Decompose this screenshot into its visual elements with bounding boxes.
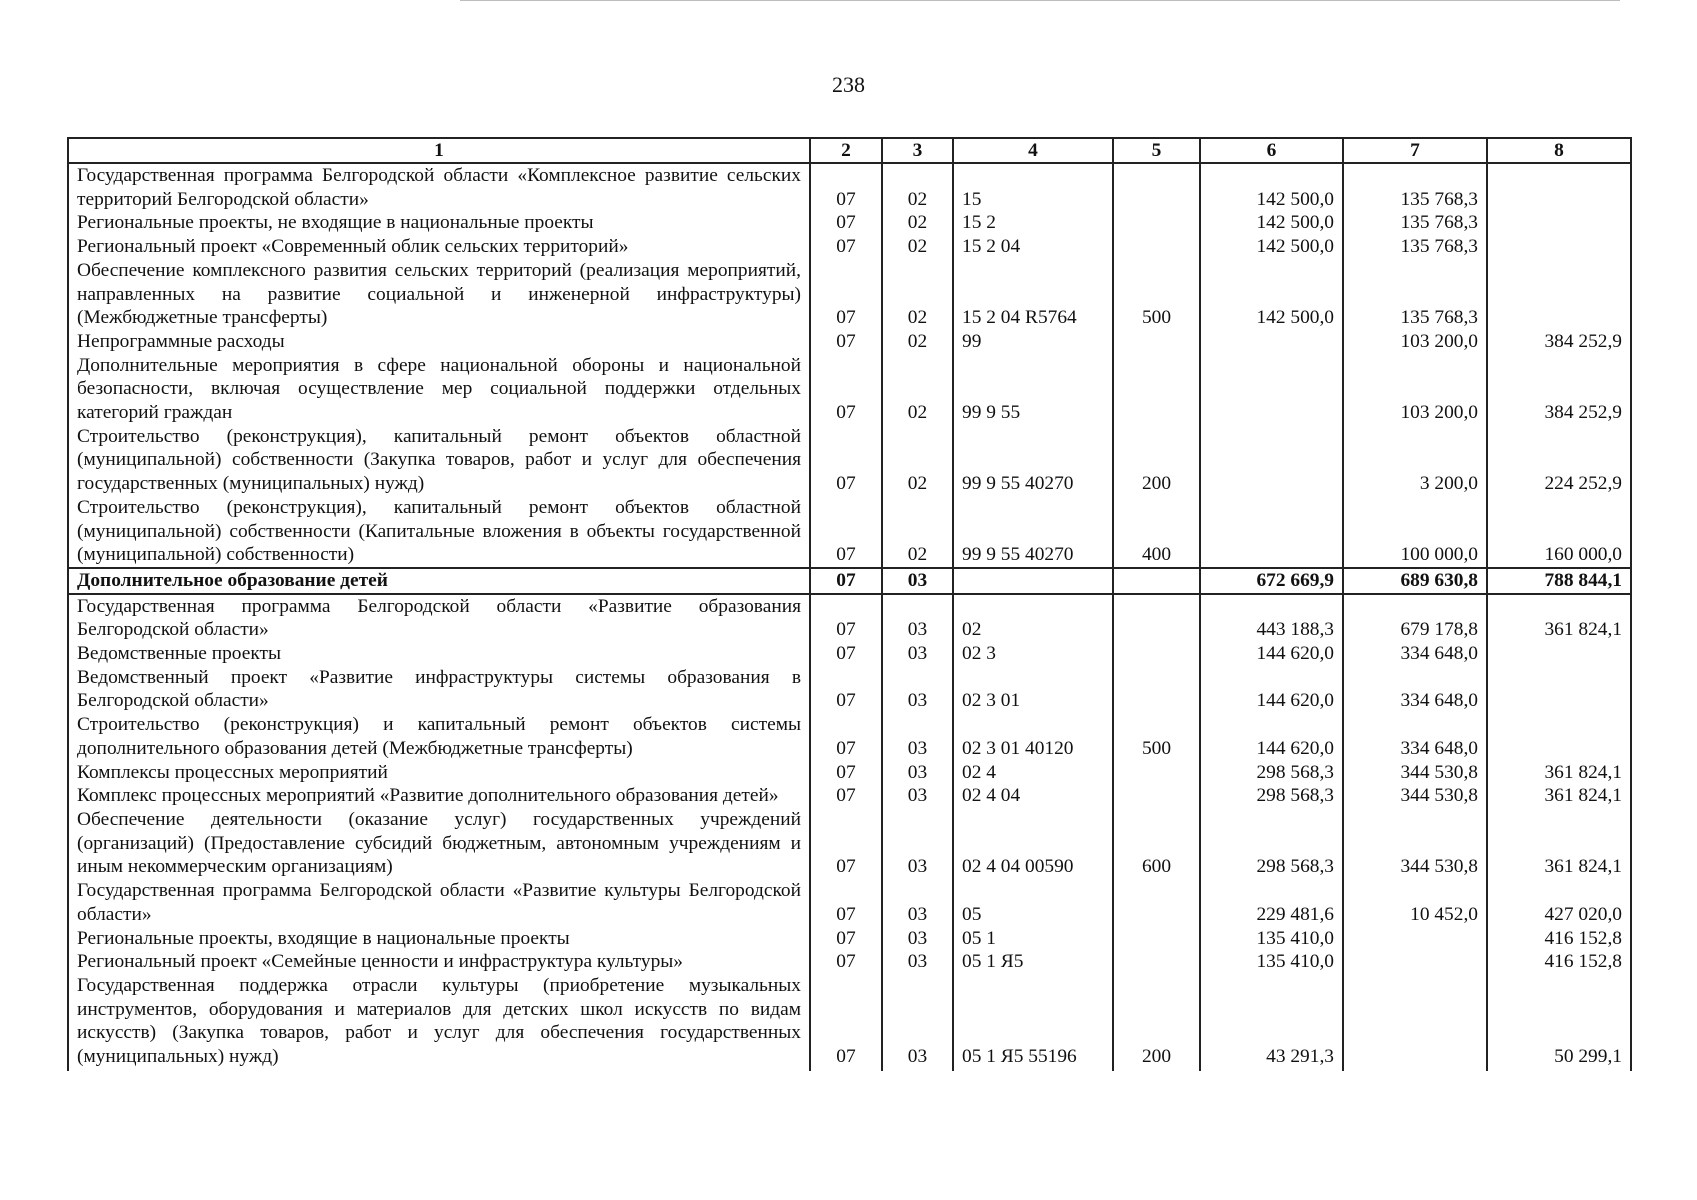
row-amount-col8: 384 252,9 [1487, 330, 1631, 354]
row-amount-col8: 50 299,1 [1487, 974, 1631, 1071]
row-section-code: 07 [810, 879, 882, 926]
row-amount-col7: 3 200,0 [1343, 425, 1487, 496]
row-subsection-code: 02 [882, 425, 953, 496]
row-amount-col8: 416 152,8 [1487, 927, 1631, 951]
row-subsection-code: 03 [882, 950, 953, 974]
row-target-code: 02 4 04 [953, 784, 1113, 808]
row-expense-type-code: 400 [1113, 496, 1200, 568]
row-description: Региональный проект «Современный облик сельских территорий» [68, 235, 810, 259]
row-description: Дополнительные мероприятия в сфере национальной обороны и национальной безопасности, включая осуществление мер социальной поддержки отдельных категорий граждан [68, 354, 810, 425]
row-subsection-code: 03 [882, 927, 953, 951]
row-expense-type-code [1113, 950, 1200, 974]
row-target-code: 05 [953, 879, 1113, 926]
row-amount-col7: 689 630,8 [1343, 568, 1487, 594]
row-amount-col6 [1200, 354, 1343, 425]
table-row [68, 713, 1631, 760]
table-row [68, 808, 1631, 879]
row-subsection-code: 03 [882, 808, 953, 879]
row-description: Дополнительное образование детей [68, 568, 810, 594]
row-amount-col6: 229 481,6 [1200, 879, 1343, 926]
row-description: Ведомственные проекты [68, 642, 810, 666]
row-section-code: 07 [810, 568, 882, 594]
row-section-code: 07 [810, 211, 882, 235]
row-amount-col7: 100 000,0 [1343, 496, 1487, 568]
row-amount-col8 [1487, 163, 1631, 211]
row-expense-type-code [1113, 235, 1200, 259]
row-target-code: 02 3 01 [953, 666, 1113, 713]
page-top-edge [460, 0, 1620, 1]
row-amount-col7: 344 530,8 [1343, 808, 1487, 879]
row-amount-col7: 679 178,8 [1343, 594, 1487, 642]
row-subsection-code: 02 [882, 496, 953, 568]
row-expense-type-code [1113, 354, 1200, 425]
row-amount-col7: 334 648,0 [1343, 666, 1487, 713]
row-amount-col7: 103 200,0 [1343, 354, 1487, 425]
row-description: Непрограммные расходы [68, 330, 810, 354]
row-expense-type-code [1113, 666, 1200, 713]
row-target-code: 99 9 55 [953, 354, 1113, 425]
column-header: 2 [810, 138, 882, 163]
column-header: 3 [882, 138, 953, 163]
row-description: Строительство (реконструкция), капитальный ремонт объектов областной (муниципальной) собственности (Закупка товаров, работ и услуг для обеспечения государственных (муниципальных) нужд) [68, 425, 810, 496]
row-amount-col6: 142 500,0 [1200, 211, 1343, 235]
row-amount-col8: 224 252,9 [1487, 425, 1631, 496]
row-description: Строительство (реконструкция) и капитальный ремонт объектов системы дополнительного образования детей (Межбюджетные трансферты) [68, 713, 810, 760]
row-subsection-code: 02 [882, 235, 953, 259]
table-section-row [68, 568, 1631, 594]
row-amount-col7 [1343, 950, 1487, 974]
row-target-code: 05 1 [953, 927, 1113, 951]
row-subsection-code: 03 [882, 879, 953, 926]
row-description: Региональный проект «Семейные ценности и инфраструктура культуры» [68, 950, 810, 974]
row-subsection-code: 02 [882, 259, 953, 330]
table-row [68, 163, 1631, 211]
column-header: 6 [1200, 138, 1343, 163]
row-target-code: 99 9 55 40270 [953, 425, 1113, 496]
row-expense-type-code: 200 [1113, 974, 1200, 1071]
row-subsection-code: 03 [882, 784, 953, 808]
table-row [68, 496, 1631, 568]
row-amount-col6: 142 500,0 [1200, 259, 1343, 330]
row-target-code: 02 3 [953, 642, 1113, 666]
row-section-code: 07 [810, 259, 882, 330]
row-amount-col6: 144 620,0 [1200, 666, 1343, 713]
row-description: Обеспечение деятельности (оказание услуг) государственных учреждений (организаций) (Предоставление субсидий бюджетным, автономным учреждениям и иным некоммерческим организациям) [68, 808, 810, 879]
row-amount-col6: 144 620,0 [1200, 713, 1343, 760]
row-description: Ведомственный проект «Развитие инфраструктуры системы образования в Белгородской области» [68, 666, 810, 713]
column-header: 5 [1113, 138, 1200, 163]
row-amount-col8 [1487, 666, 1631, 713]
row-description: Комплекс процессных мероприятий «Развитие дополнительного образования детей» [68, 784, 810, 808]
row-subsection-code: 03 [882, 594, 953, 642]
table-row [68, 425, 1631, 496]
row-amount-col8: 788 844,1 [1487, 568, 1631, 594]
row-expense-type-code [1113, 761, 1200, 785]
row-target-code: 15 2 04 R5764 [953, 259, 1113, 330]
row-amount-col8: 384 252,9 [1487, 354, 1631, 425]
row-expense-type-code [1113, 568, 1200, 594]
row-section-code: 07 [810, 330, 882, 354]
row-target-code [953, 568, 1113, 594]
row-section-code: 07 [810, 974, 882, 1071]
table-row [68, 950, 1631, 974]
row-target-code: 05 1 Я5 [953, 950, 1113, 974]
row-description: Государственная поддержка отрасли культуры (приобретение музыкальных инструментов, оборудования и материалов для детских школ искусств по видам искусств) (Закупка товаров, работ и услуг для обеспечения государственных (муниципальных) нужд) [68, 974, 810, 1071]
row-target-code: 02 4 [953, 761, 1113, 785]
row-target-code: 02 4 04 00590 [953, 808, 1113, 879]
row-amount-col7 [1343, 974, 1487, 1071]
row-amount-col8: 160 000,0 [1487, 496, 1631, 568]
row-expense-type-code: 600 [1113, 808, 1200, 879]
row-description: Обеспечение комплексного развития сельских территорий (реализация мероприятий, направленных на развитие социальной и инженерной инфраструктуры) (Межбюджетные трансферты) [68, 259, 810, 330]
table-row [68, 330, 1631, 354]
table-row [68, 974, 1631, 1071]
row-amount-col6 [1200, 330, 1343, 354]
row-amount-col8 [1487, 642, 1631, 666]
row-amount-col6: 135 410,0 [1200, 950, 1343, 974]
table-row [68, 354, 1631, 425]
row-amount-col8: 427 020,0 [1487, 879, 1631, 926]
row-amount-col7: 344 530,8 [1343, 784, 1487, 808]
row-section-code: 07 [810, 666, 882, 713]
row-target-code: 05 1 Я5 55196 [953, 974, 1113, 1071]
row-expense-type-code [1113, 642, 1200, 666]
row-expense-type-code [1113, 163, 1200, 211]
table-body [68, 163, 1631, 1071]
row-section-code: 07 [810, 594, 882, 642]
row-target-code: 15 2 04 [953, 235, 1113, 259]
row-amount-col7: 10 452,0 [1343, 879, 1487, 926]
row-subsection-code: 03 [882, 713, 953, 760]
row-section-code: 07 [810, 927, 882, 951]
column-header: 8 [1487, 138, 1631, 163]
column-header: 7 [1343, 138, 1487, 163]
table-row [68, 211, 1631, 235]
row-section-code: 07 [810, 642, 882, 666]
row-amount-col6: 144 620,0 [1200, 642, 1343, 666]
row-amount-col8 [1487, 713, 1631, 760]
row-subsection-code: 02 [882, 211, 953, 235]
row-description: Региональные проекты, входящие в национальные проекты [68, 927, 810, 951]
row-section-code: 07 [810, 784, 882, 808]
row-target-code: 15 [953, 163, 1113, 211]
row-amount-col6: 672 669,9 [1200, 568, 1343, 594]
row-target-code: 02 3 01 40120 [953, 713, 1113, 760]
row-expense-type-code [1113, 784, 1200, 808]
row-subsection-code: 03 [882, 974, 953, 1071]
column-header: 1 [68, 138, 810, 163]
table-row [68, 594, 1631, 642]
row-section-code: 07 [810, 425, 882, 496]
row-subsection-code: 02 [882, 354, 953, 425]
row-amount-col6: 298 568,3 [1200, 784, 1343, 808]
row-amount-col6: 443 188,3 [1200, 594, 1343, 642]
row-subsection-code: 03 [882, 568, 953, 594]
row-description: Комплексы процессных мероприятий [68, 761, 810, 785]
row-amount-col7: 344 530,8 [1343, 761, 1487, 785]
row-section-code: 07 [810, 761, 882, 785]
row-subsection-code: 02 [882, 330, 953, 354]
row-section-code: 07 [810, 354, 882, 425]
table-row [68, 927, 1631, 951]
row-amount-col7: 135 768,3 [1343, 211, 1487, 235]
table-row [68, 642, 1631, 666]
row-subsection-code: 02 [882, 163, 953, 211]
row-expense-type-code [1113, 330, 1200, 354]
row-amount-col6 [1200, 425, 1343, 496]
row-expense-type-code: 200 [1113, 425, 1200, 496]
row-amount-col7: 135 768,3 [1343, 235, 1487, 259]
row-expense-type-code: 500 [1113, 259, 1200, 330]
row-amount-col8 [1487, 211, 1631, 235]
row-amount-col6: 43 291,3 [1200, 974, 1343, 1071]
table-row [68, 235, 1631, 259]
row-section-code: 07 [810, 163, 882, 211]
row-amount-col6: 298 568,3 [1200, 808, 1343, 879]
row-target-code: 99 [953, 330, 1113, 354]
row-target-code: 15 2 [953, 211, 1113, 235]
page-number: 238 [832, 72, 865, 97]
row-amount-col8: 416 152,8 [1487, 950, 1631, 974]
row-section-code: 07 [810, 950, 882, 974]
row-amount-col7: 103 200,0 [1343, 330, 1487, 354]
row-amount-col8 [1487, 235, 1631, 259]
row-amount-col6: 298 568,3 [1200, 761, 1343, 785]
row-amount-col8: 361 824,1 [1487, 761, 1631, 785]
row-section-code: 07 [810, 496, 882, 568]
row-expense-type-code: 500 [1113, 713, 1200, 760]
row-expense-type-code [1113, 879, 1200, 926]
table-row [68, 761, 1631, 785]
header-row [68, 138, 1631, 163]
row-amount-col6: 142 500,0 [1200, 163, 1343, 211]
budget-table [67, 137, 1632, 1071]
row-amount-col7: 135 768,3 [1343, 163, 1487, 211]
column-header: 4 [953, 138, 1113, 163]
row-expense-type-code [1113, 927, 1200, 951]
row-subsection-code: 03 [882, 761, 953, 785]
row-amount-col7: 334 648,0 [1343, 713, 1487, 760]
row-amount-col7 [1343, 927, 1487, 951]
row-description: Государственная программа Белгородской области «Комплексное развитие сельских территорий Белгородской области» [68, 163, 810, 211]
row-amount-col8: 361 824,1 [1487, 594, 1631, 642]
row-section-code: 07 [810, 235, 882, 259]
row-section-code: 07 [810, 808, 882, 879]
row-target-code: 99 9 55 40270 [953, 496, 1113, 568]
table-row [68, 879, 1631, 926]
row-amount-col8: 361 824,1 [1487, 784, 1631, 808]
row-description: Строительство (реконструкция), капитальный ремонт объектов областной (муниципальной) собственности (Капитальные вложения в объекты государственной (муниципальной) собственности) [68, 496, 810, 568]
row-amount-col8 [1487, 259, 1631, 330]
row-amount-col6: 142 500,0 [1200, 235, 1343, 259]
row-amount-col8: 361 824,1 [1487, 808, 1631, 879]
table-row [68, 666, 1631, 713]
table-row [68, 784, 1631, 808]
row-description: Государственная программа Белгородской области «Развитие образования Белгородской области» [68, 594, 810, 642]
row-description: Государственная программа Белгородской области «Развитие культуры Белгородской области» [68, 879, 810, 926]
row-expense-type-code [1113, 211, 1200, 235]
row-amount-col6 [1200, 496, 1343, 568]
row-subsection-code: 03 [882, 642, 953, 666]
row-target-code: 02 [953, 594, 1113, 642]
row-amount-col7: 135 768,3 [1343, 259, 1487, 330]
row-expense-type-code [1113, 594, 1200, 642]
table-row [68, 259, 1631, 330]
row-amount-col7: 334 648,0 [1343, 642, 1487, 666]
row-amount-col6: 135 410,0 [1200, 927, 1343, 951]
row-section-code: 07 [810, 713, 882, 760]
row-description: Региональные проекты, не входящие в национальные проекты [68, 211, 810, 235]
row-subsection-code: 03 [882, 666, 953, 713]
